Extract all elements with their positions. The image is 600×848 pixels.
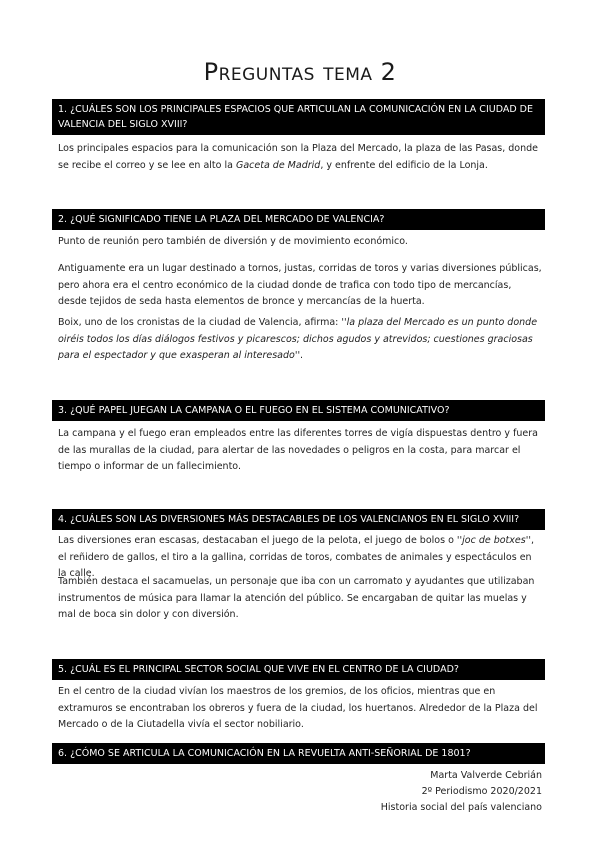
answer-1-text-a: Los principales espacios para la comunicación son la Plaza del Mercado, la plaza de las Pasas, donde se recibe el correo y se lee en alto la xyxy=(58,143,539,171)
question-5-heading: 5. ¿CUÁL ES EL PRINCIPAL SECTOR SOCIAL QUE VIVE EN EL CENTRO DE LA CIUDAD? xyxy=(52,659,545,680)
question-1-heading: 1. ¿CUÁLES SON LOS PRINCIPALES ESPACIOS QUE ARTICULAN LA COMUNICACIÓN EN LA CIUDAD DE VALENCIA DEL SIGLO XVIII? xyxy=(52,99,545,135)
answer-2-quote: ''la plaza del Mercado es un punto donde oiréis todos los días diálogos festivos y picarescos; dichos agudos y atrevidos; cuestiones graciosas para el espectador y que exasperan al interesado xyxy=(58,317,538,361)
answer-2-paragraph-2: Antiguamente era un lugar destinado a tornos, justas, corridas de toros y varias diversiones públicas, pero ahora era el centro económico de la ciudad donde de trafica con todo tipo de mercancías, desde tejidos de seda hasta elementos de bronce y mercancías de la huerta. xyxy=(58,263,542,307)
question-2-heading: 2. ¿QUÉ SIGNIFICADO TIENE LA PLAZA DEL MERCADO DE VALENCIA? xyxy=(52,209,545,230)
answer-2-paragraph-1: Punto de reunión pero también de diversión y de movimiento económico. xyxy=(58,236,408,247)
question-4-heading: 4. ¿CUÁLES SON LAS DIVERSIONES MÁS DESTACABLES DE LOS VALENCIANOS EN EL SIGLO XVIII? xyxy=(52,509,545,530)
answer-2-quote-end: ''. xyxy=(294,350,304,361)
subject-line: Historia social del país valenciano xyxy=(380,802,542,813)
answer-3-paragraph: La campana y el fuego eran empleados entre las diferentes torres de vigía dispuestas dentro y fuera de las murallas de la ciudad, para alertar de las novedades o peligros en la costa, para marcar el tiempo o informar de un fallecimiento. xyxy=(58,428,538,472)
answer-4-text-b: , el reñidero de gallos, el tiro a la gallina, corridas de toros, combates de animales y espectáculos en la calle. xyxy=(58,535,534,579)
question-6-heading: 6. ¿CÓMO SE ARTICULA LA COMUNICACIÓN EN LA REVUELTA ANTI-SEÑORIAL DE 1801? xyxy=(52,743,545,764)
answer-4-italic: ''joc de botxes'' xyxy=(456,535,531,546)
question-3-heading: 3. ¿QUÉ PAPEL JUEGAN LA CAMPANA O EL FUEGO EN EL SISTEMA COMUNICATIVO? xyxy=(52,400,545,421)
signature-block xyxy=(381,768,542,816)
answer-5-paragraph: En el centro de la ciudad vivían los maestros de los gremios, de los oficios, mientras que en extramuros se encontraban los obreros y fuera de la ciudad, los huertanos. Alrededor de la Plaza del Mercado o de la Ciutadella vivía el sector nobiliario. xyxy=(58,686,538,730)
answer-2-quote-intro: Boix, uno de los cronistas de la ciudad de Valencia, afirma: xyxy=(58,317,342,328)
author-name: Marta Valverde Cebrián xyxy=(430,770,542,781)
answer-1-italic: Gaceta de Madrid xyxy=(235,159,321,171)
answer-1-paragraph xyxy=(58,141,542,174)
answer-4-paragraph-2: También destaca el sacamuelas, un personaje que iba con un carromato y ayudantes que utilizaban instrumentos de música para llamar la atención del público. Se encargaban de quitar las muelas y mal de boca sin dolor y con diversión. xyxy=(58,576,535,620)
answer-1-text-b: , y enfrente del edificio de la Lonja. xyxy=(320,159,488,171)
answer-2-paragraph-3 xyxy=(58,315,542,365)
answer-4-text-a: Las diversiones eran escasas, destacaban el juego de la pelota, el juego de bolos o xyxy=(58,535,457,546)
page-title: Preguntas tema 2 xyxy=(203,58,397,86)
course-line: 2º Periodismo 2020/2021 xyxy=(421,786,542,797)
